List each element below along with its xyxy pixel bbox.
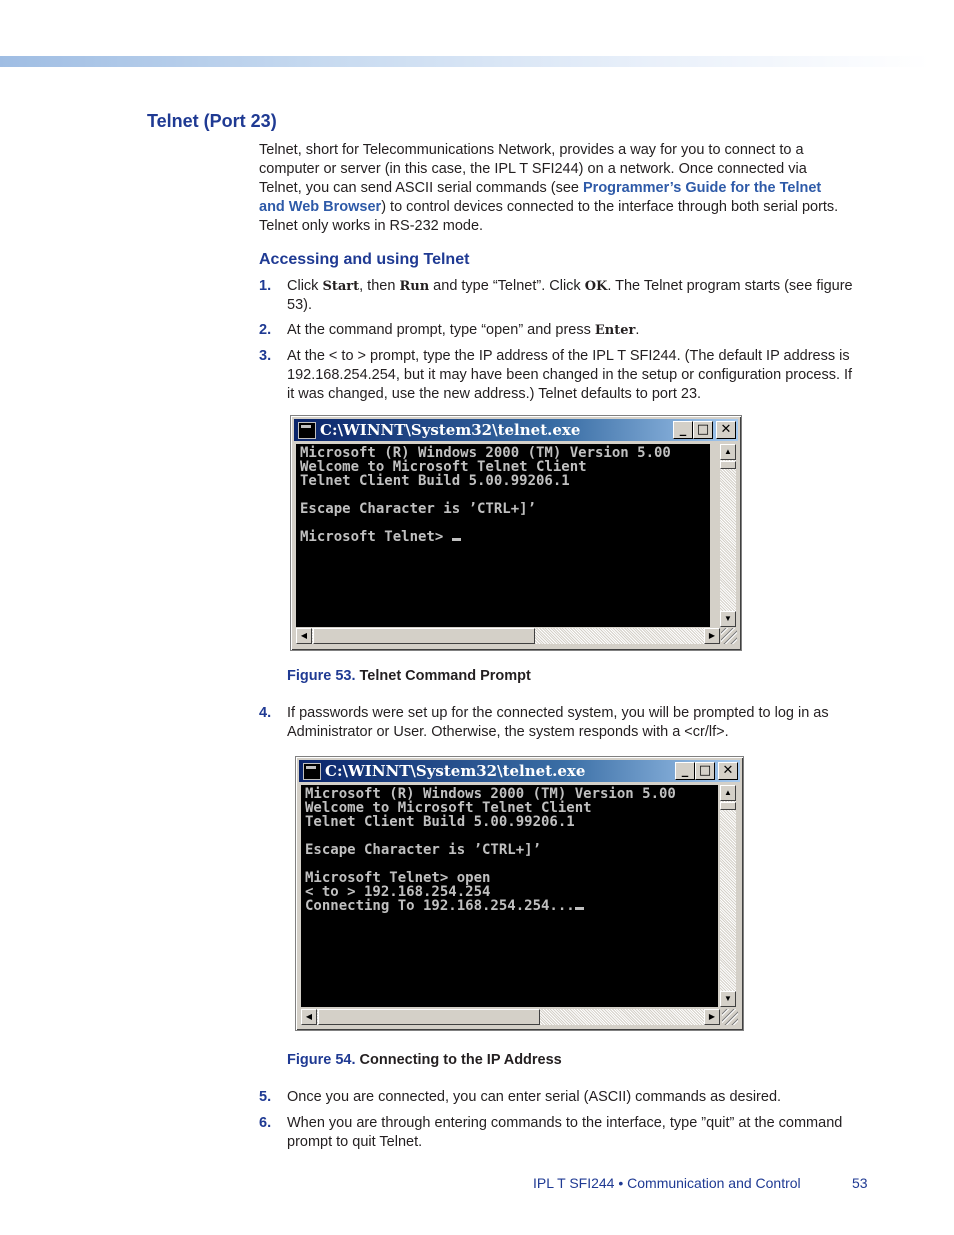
step-5: 5. Once you are connected, you can enter serial (ASCII) commands as desired.	[259, 1089, 782, 1105]
minimize-button[interactable]: _	[675, 762, 695, 780]
console-icon	[298, 422, 316, 439]
footer-title: IPL T SFI244 • Communication and Control	[533, 1175, 801, 1191]
close-button[interactable]: ✕	[718, 762, 738, 780]
console-output[interactable]: Microsoft (R) Windows 2000 (TM) Version 5.00 Welcome to Microsoft Telnet Client Telnet Client Build 5.00.99206.1 Escape Character is ’CTRL+]’ Microsoft Telnet> open < to > 192.168.254.254 Connecting To 192.168.254.254...	[301, 785, 718, 1007]
resize-grip-icon[interactable]	[722, 1009, 738, 1025]
text-cursor	[575, 907, 584, 910]
scroll-right-arrow-icon[interactable]: ▶	[704, 628, 720, 644]
intro-paragraph: Telnet, short for Telecommunications Network, provides a way for you to connect to a computer or server (in this case, the IPL T SFI244) on a network. Once connected via Telnet, you can send ASCII serial commands (see Programmer’s Guide for the Telnet and Web Browser) to control devices connected to the interface through both serial ports. Telnet only works in RS-232 mode.	[259, 142, 839, 234]
run-key: Run	[399, 279, 430, 294]
horizontal-scroll-thumb[interactable]	[318, 1009, 540, 1025]
step-4: 4. If passwords were set up for the connected system, you will be prompted to log in as Administrator or User. Otherwise, the system responds with a <cr/lf>.	[259, 705, 829, 740]
section-heading: Telnet (Port 23)	[147, 111, 277, 131]
ok-key: OK	[584, 279, 608, 294]
figure-53-caption: Figure 53. Telnet Command Prompt	[287, 668, 531, 684]
vertical-scrollbar[interactable]	[720, 785, 736, 1007]
horizontal-scroll-thumb[interactable]	[313, 628, 535, 644]
scroll-left-arrow-icon[interactable]: ◀	[296, 628, 312, 644]
step-number: 4.	[259, 705, 272, 721]
scroll-right-arrow-icon[interactable]: ▶	[704, 1009, 720, 1025]
console-icon	[303, 763, 321, 780]
scroll-down-arrow-icon[interactable]: ▼	[720, 611, 736, 627]
step-6: 6. When you are through entering commands to the interface, type ”quit” at the command prompt to quit Telnet.	[259, 1115, 843, 1150]
step-3: 3. At the < to > prompt, type the IP address of the IPL T SFI244. (The default IP address is 192.168.254.254, but it may have been changed in the setup or configuration process. If it was changed, use the new address.) Telnet defaults to port 23.	[259, 348, 853, 402]
text-cursor	[452, 538, 461, 541]
close-button[interactable]: ✕	[716, 421, 736, 439]
start-key: Start	[322, 279, 360, 294]
step-2: 2. At the command prompt, type “open” and press Enter.	[259, 322, 640, 338]
step-number: 2.	[259, 322, 272, 338]
telnet-window-1	[290, 415, 742, 651]
horizontal-scrollbar[interactable]	[296, 628, 720, 644]
step-number: 5.	[259, 1089, 272, 1105]
figure-54-caption: Figure 54. Connecting to the IP Address	[287, 1052, 562, 1068]
console-output[interactable]: Microsoft (R) Windows 2000 (TM) Version 5.00 Welcome to Microsoft Telnet Client Telnet Client Build 5.00.99206.1 Escape Character is ’CTRL+]’ Microsoft Telnet>	[296, 444, 710, 627]
resize-grip-icon[interactable]	[721, 628, 737, 644]
scroll-down-arrow-icon[interactable]: ▼	[720, 991, 736, 1007]
window-title: C:\WINNT\System32\telnet.exe	[325, 762, 586, 780]
window-titlebar[interactable]	[299, 760, 740, 782]
page-number: 53	[852, 1175, 868, 1191]
header-gradient-bar	[0, 56, 930, 67]
window-title: C:\WINNT\System32\telnet.exe	[320, 421, 581, 439]
enter-key: Enter	[594, 323, 636, 338]
subsection-heading: Accessing and using Telnet	[259, 251, 470, 268]
scroll-up-arrow-icon[interactable]: ▲	[720, 785, 736, 801]
step-number: 1.	[259, 278, 272, 294]
scroll-up-arrow-icon[interactable]: ▲	[720, 444, 736, 460]
step-number: 6.	[259, 1115, 272, 1131]
scroll-left-arrow-icon[interactable]: ◀	[301, 1009, 317, 1025]
window-titlebar[interactable]	[294, 419, 738, 441]
step-1: 1. Click Start, then Run and type “Telnet”. Click OK. The Telnet program starts (see figure 53).	[259, 278, 853, 313]
programmers-guide-link[interactable]: Programmer’s Guide for the Telnet and Web Browser	[259, 180, 822, 215]
step-number: 3.	[259, 348, 272, 364]
vertical-scrollbar[interactable]	[720, 444, 736, 627]
vertical-scroll-thumb[interactable]	[720, 461, 736, 469]
horizontal-scrollbar[interactable]	[301, 1009, 720, 1025]
telnet-window-2	[295, 756, 744, 1031]
minimize-button[interactable]: _	[673, 421, 693, 439]
vertical-scroll-thumb[interactable]	[720, 802, 736, 810]
maximize-button[interactable]: □	[693, 421, 713, 439]
maximize-button[interactable]: □	[695, 762, 715, 780]
